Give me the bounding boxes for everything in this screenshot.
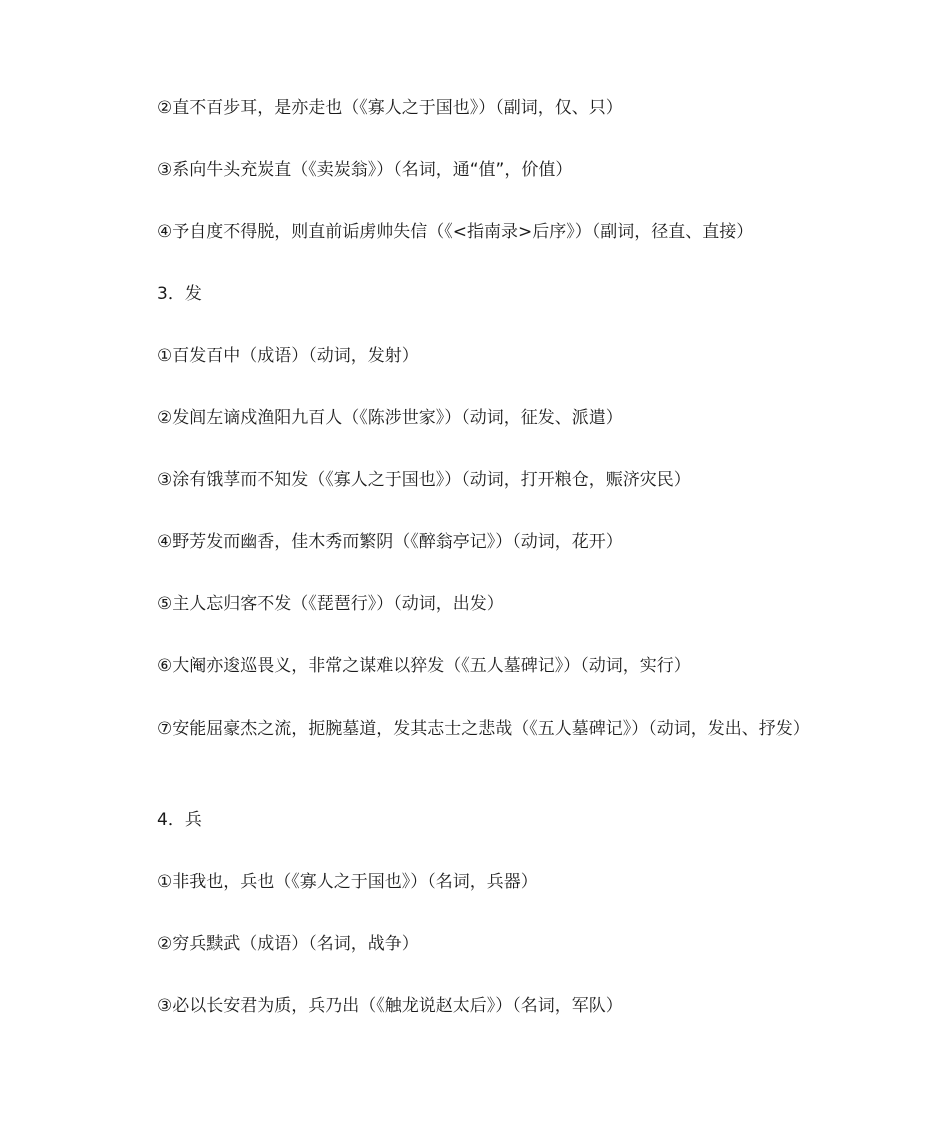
section-heading-fa: 3．发: [157, 284, 202, 304]
entry-fa-4: ④野芳发而幽香，佳木秀而繁阴（《醉翁亭记》）（动词，花开）: [157, 532, 623, 552]
section-heading-bing: 4．兵: [157, 810, 202, 830]
entry-fa-1: ①百发百中（成语）（动词，发射）: [157, 346, 419, 366]
entry-fa-5: ⑤主人忘归客不发（《琵琶行》）（动词，出发）: [157, 594, 504, 614]
entry-fa-7: ⑦安能屈豪杰之流，扼腕墓道，发其志士之悲哉（《五人墓碑记》）（动词，发出、抒发）: [157, 719, 810, 739]
entry-zhi-3: ③系向牛头充炭直（《卖炭翁》）（名词，通“值”，价值）: [157, 160, 573, 180]
entry-bing-3: ③必以长安君为质，兵乃出（《触龙说赵太后》）（名词，军队）: [157, 996, 623, 1016]
entry-bing-1: ①非我也，兵也（《寡人之于国也》）（名词，兵器）: [157, 872, 538, 892]
entry-zhi-4: ④予自度不得脱，则直前诟虏帅失信（《<指南录>后序》）（副词，径直、直接）: [157, 222, 754, 242]
entry-fa-3: ③涂有饿莩而不知发（《寡人之于国也》）（动词，打开粮仓，赈济灾民）: [157, 470, 691, 490]
entry-bing-2: ②穷兵黩武（成语）（名词，战争）: [157, 934, 419, 954]
entry-fa-6: ⑥大阉亦逡巡畏义，非常之谋难以猝发（《五人墓碑记》）（动词，实行）: [157, 656, 691, 676]
entry-zhi-2: ②直不百步耳，是亦走也（《寡人之于国也》）（副词，仅、只）: [157, 98, 623, 118]
entry-fa-2: ②发闾左谪戍渔阳九百人（《陈涉世家》）（动词，征发、派遣）: [157, 408, 623, 428]
